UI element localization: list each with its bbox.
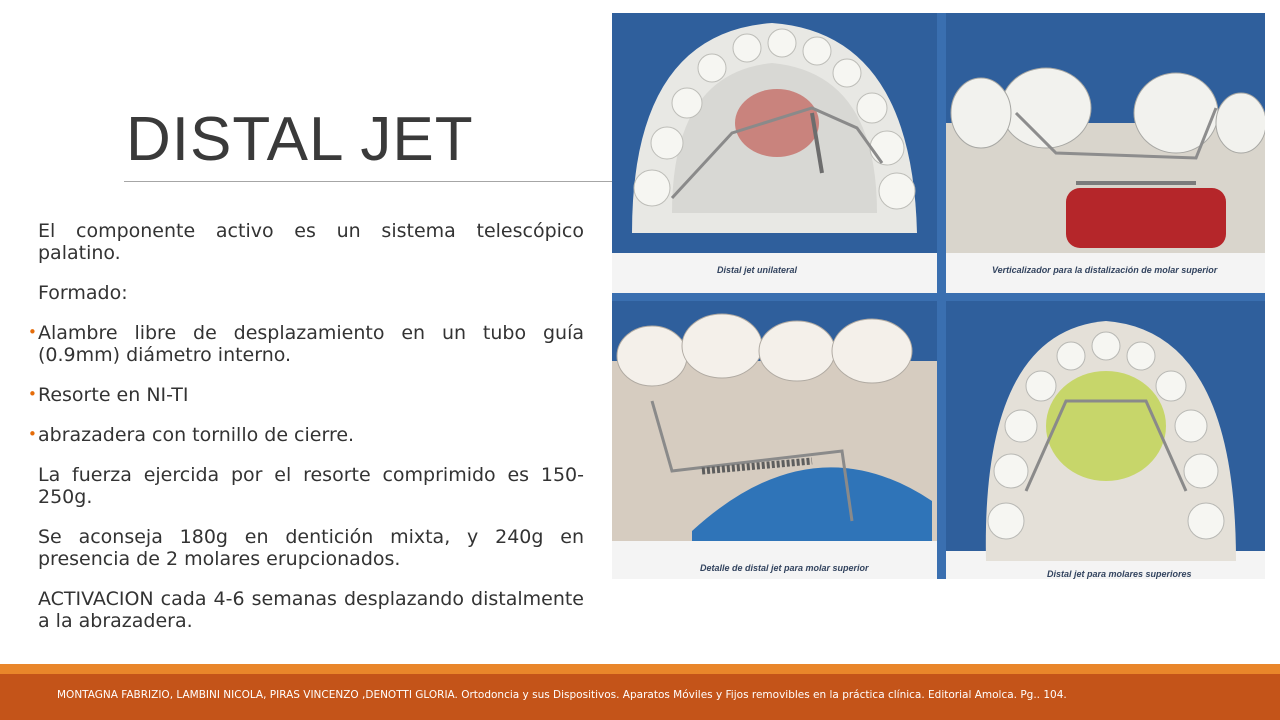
paragraph-force: La fuerza ejercida por el resorte comprimido es 150-250g.	[38, 464, 584, 508]
bullet-clamp	[28, 424, 584, 446]
photo-molar-uprighter	[946, 13, 1265, 293]
bullet-wire	[28, 322, 584, 366]
bullet-icon: •	[28, 323, 37, 341]
paragraph-formed-by: Formado:	[38, 282, 128, 304]
photo-unilateral-distal-jet	[612, 13, 937, 293]
footer	[0, 674, 1280, 720]
caption-bottom-right: Distal jet para molares superiores	[1047, 569, 1192, 579]
bullet-spring	[28, 384, 584, 406]
bullet-icon: •	[28, 425, 37, 443]
photo-distal-jet-detail	[612, 301, 937, 579]
slide-title: DISTAL JET	[126, 105, 474, 174]
paragraph-recommendation: Se aconseja 180g en dentición mixta, y 240g en presencia de 2 molares erupcionados.	[38, 526, 584, 570]
paragraph-activation: ACTIVACION cada 4-6 semanas desplazando distalmente a la abrazadera.	[38, 588, 584, 632]
caption-top-right: Verticalizador para la distalización de molar superior	[992, 265, 1218, 275]
paragraph-active-component: El componente activo es un sistema telescópico palatino.	[38, 220, 584, 264]
footer-accent-bar	[0, 664, 1280, 674]
bullet-clamp-text: abrazadera con tornillo de cierre.	[38, 424, 355, 446]
bullet-wire-text: Alambre libre de desplazamiento en un tubo guía (0.9mm) diámetro interno.	[38, 322, 584, 366]
footer-citation: MONTAGNA FABRIZIO, LAMBINI NICOLA, PIRAS VINCENZO ,DENOTTI GLORIA. Ortodoncia y sus Dispositivos. Aparatos Móviles y Fijos removibles en la práctica clínica. Editorial Amolca. Pg.. 104.	[57, 689, 1067, 701]
appliance-photo-grid	[612, 13, 1265, 579]
bullet-spring-text: Resorte en NI-TI	[38, 384, 189, 406]
caption-bottom-left: Detalle de distal jet para molar superior	[700, 563, 869, 573]
title-divider	[124, 181, 624, 182]
slide-body	[28, 220, 584, 650]
photo-bilateral-distal-jet	[946, 301, 1265, 579]
bullet-icon: •	[28, 385, 37, 403]
caption-top-left: Distal jet unilateral	[717, 265, 798, 275]
